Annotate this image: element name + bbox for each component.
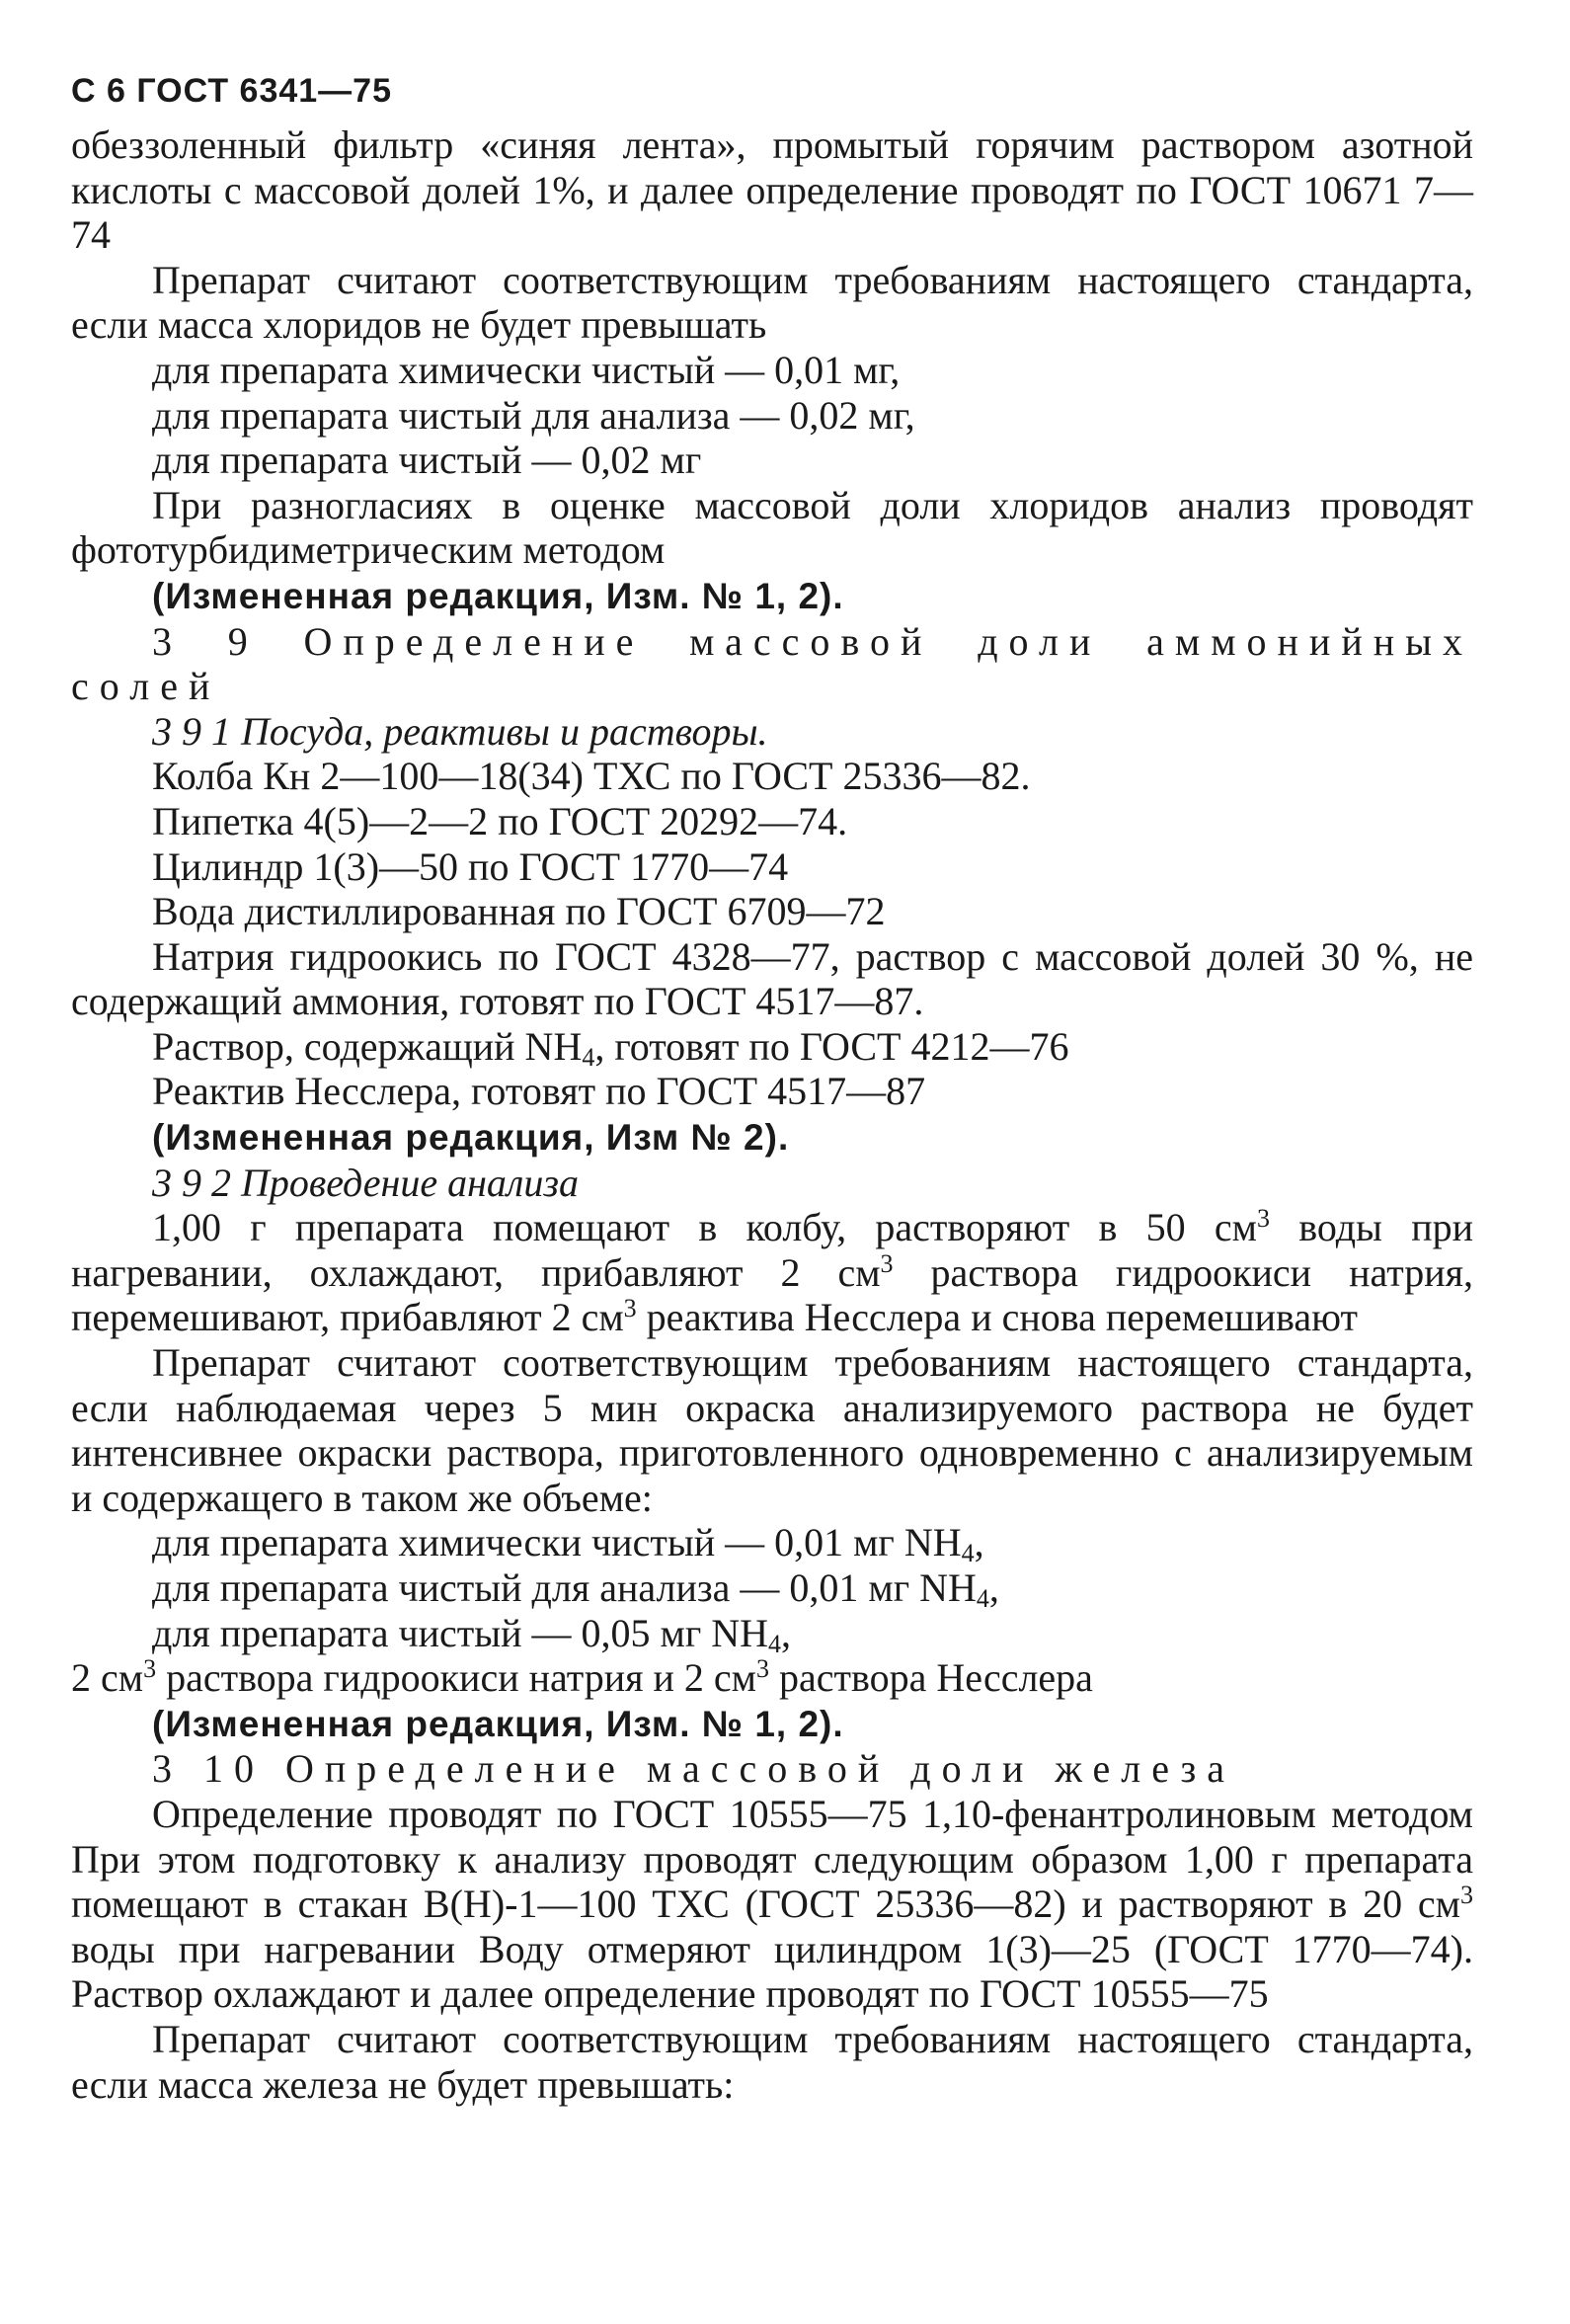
composition-text: 2 см [71, 1655, 144, 1701]
limit-text: , [988, 1565, 999, 1610]
chlorides-limit-1: для препарата химически чистый — 0,01 мг, [152, 347, 901, 392]
chlorides-requirement: Препарат считают соответствующим требованиям настоящего стандарта, если масса хлоридов не будет превышать [71, 257, 1473, 348]
procedure-text: воды при нагревании, охлаждают, прибавляют 2 см [71, 1205, 1474, 1295]
reagent-text: , готовят по ГОСТ 4212—76 [594, 1023, 1069, 1069]
procedure-text: 1,00 г препарата помещают в колбу, растворяют в 50 см [152, 1205, 1257, 1250]
procedure-text: раствора гидроокиси натрия, перемешивают, прибавляют 2 см [71, 1249, 1474, 1340]
ammonium-limit-2 [71, 1565, 1473, 1611]
iron-procedure-paragraph [71, 1792, 1473, 2017]
amendment-text: (Измененная редакция, Изм. № 1, 2). [152, 1703, 844, 1744]
section-3-9-title [71, 619, 1473, 709]
superscript: 3 [623, 1294, 637, 1323]
amendment-note-2 [71, 1114, 1473, 1161]
superscript: 3 [755, 1654, 769, 1684]
subscript: 4 [976, 1584, 989, 1613]
ammonium-reference-composition [71, 1655, 1473, 1701]
iron-requirement: Препарат считают соответствующим требованиям настоящего стандарта, если масса железа не будет превышать: [71, 2016, 1473, 2107]
reagent-item-5: Натрия гидроокись по ГОСТ 4328—77, раствор с массовой долей 30 %, не содержащий аммония, готовят по ГОСТ 4517—87. [71, 933, 1473, 1024]
ammonium-limit-1 [71, 1520, 1473, 1568]
amendment-note-3 [71, 1701, 1473, 1747]
subsection-title-text: 3 9 1 Посуда, реактивы и растворы. [152, 708, 768, 754]
subsection-3-9-2-title [71, 1161, 1473, 1206]
subscript: 4 [961, 1539, 975, 1568]
section-title-text: 3 10 Определение массовой доли железа [152, 1746, 1236, 1792]
reagent-item-2: Пипетка 4(5)—2—2 по ГОСТ 20292—74. [152, 798, 848, 843]
subsection-title-text: 3 9 2 Проведение анализа [152, 1160, 579, 1205]
reagent-item-3: Цилиндр 1(3)—50 по ГОСТ 1770—74 [152, 843, 789, 889]
chlorides-paragraph-1: обеззоленный фильтр «синяя лента», промытый горячим раствором азотной кислоты с массовой долей 1%, и далее определение проводят по ГОСТ 10671 7—74 [71, 122, 1473, 258]
subsection-3-9-1-title [71, 709, 1473, 755]
superscript: 3 [1460, 1881, 1473, 1910]
section-title-text: 3 9 Определение массовой доли аммонийных солей [71, 618, 1473, 709]
limit-text: , [974, 1520, 984, 1565]
procedure-text: реактива Несслера и снова перемешивают [636, 1295, 1359, 1340]
page-header: С 6 ГОСТ 6341—75 [71, 72, 393, 110]
reagent-item-7: Реактив Несслера, готовят по ГОСТ 4517—87 [152, 1069, 926, 1114]
procedure-text: Определение проводят по ГОСТ 10555—75 1,10-фенантролиновым методом При этом подготовку к анализу проводят следующим образом 1,00 г препарата помещают в стакан В(Н)-1—100 ТХС (ГОСТ 25336—82) и растворяют в 20 см [71, 1791, 1473, 1927]
chlorides-limit-3: для препарата чистый — 0,02 мг [152, 438, 702, 483]
reagent-item-4: Вода дистиллированная по ГОСТ 6709—72 [152, 889, 886, 934]
subscript: 4 [582, 1042, 595, 1072]
reagent-text: Раствор, содержащий NH [152, 1023, 583, 1069]
ammonium-limit-3 [71, 1611, 1473, 1656]
limit-text: для препарата химически чистый — 0,01 мг NH [152, 1520, 962, 1565]
section-3-10-title [71, 1746, 1473, 1792]
composition-text: раствора гидроокиси натрия и 2 см [156, 1655, 756, 1701]
procedure-text: воды при нагревании Воду отмеряют цилиндром 1(3)—25 (ГОСТ 1770—74). Раствор охлаждают и далее определение проводят по ГОСТ 10555—75 [71, 1926, 1473, 2017]
amendment-text: (Измененная редакция, Изм № 2). [152, 1117, 790, 1159]
chlorides-dispute-note: При разногласиях в оценке массовой доли хлоридов анализ проводят фототурбидиметрическим методом [71, 482, 1473, 573]
composition-text: раствора Несслера [768, 1655, 1093, 1701]
limit-text: , [781, 1610, 792, 1655]
ammonium-requirement: Препарат считают соответствующим требованиям настоящего стандарта, если наблюдаемая через 5 мин окраска анализируемого раствора не будет интенсивнее окраски раствора, приготовленного одновременно с анализируемым и содержащего в таком же объеме: [71, 1340, 1473, 1520]
superscript: 3 [880, 1248, 894, 1278]
limit-text: для препарата чистый — 0,05 мг NH [152, 1610, 769, 1655]
procedure-paragraph [71, 1205, 1473, 1340]
superscript: 3 [1256, 1204, 1270, 1234]
reagent-item-1: Колба Кн 2—100—18(34) ТХС по ГОСТ 25336—82. [152, 754, 1031, 799]
limit-text: для препарата чистый для анализа — 0,01 мг NH [152, 1565, 977, 1610]
amendment-note-1 [71, 573, 1473, 619]
superscript: 3 [143, 1654, 157, 1684]
document-page [71, 71, 1473, 2107]
chlorides-limit-2: для препарата чистый для анализа — 0,02 мг, [152, 392, 915, 438]
subscript: 4 [768, 1629, 782, 1658]
reagent-item-6 [71, 1024, 1473, 1070]
amendment-text: (Измененная редакция, Изм. № 1, 2). [152, 575, 844, 616]
